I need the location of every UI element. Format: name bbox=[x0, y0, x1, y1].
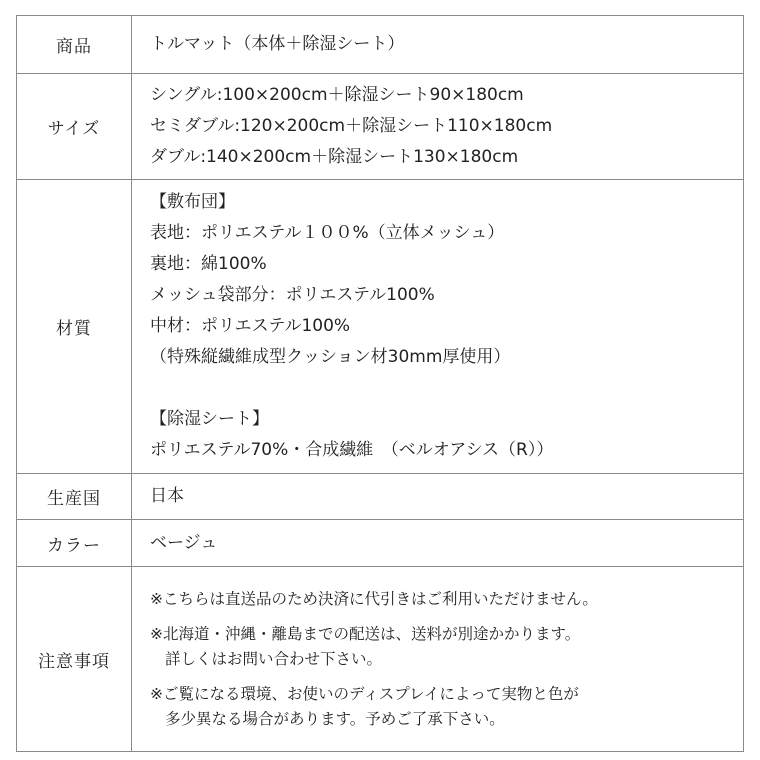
material-mattress-heading: 【敷布団】 bbox=[150, 192, 235, 212]
material-sheet-composition: ポリエステル70%・合成繊維 （ベルオアシス（R）） bbox=[150, 440, 554, 460]
row-product bbox=[17, 16, 744, 74]
note-color-display: ※ご覧になる環境、お使いのディスプレイによって実物と色が bbox=[150, 684, 579, 703]
label-size: サイズ bbox=[17, 74, 132, 180]
origin-country: 日本 bbox=[150, 486, 184, 506]
size-double: ダブル:140×200cm＋除湿シート130×180cm bbox=[150, 147, 519, 167]
label-product: 商品 bbox=[17, 16, 132, 74]
label-origin: 生産国 bbox=[17, 474, 132, 520]
note-gap bbox=[150, 612, 743, 622]
material-filling: 中材：ポリエステル100% bbox=[150, 316, 351, 336]
note-gap bbox=[150, 672, 743, 682]
note-color-difference: 多少異なる場合があります。予めご了承下さい。 bbox=[165, 709, 505, 728]
material-cushion-note: （特殊縦繊維成型クッション材30mm厚使用） bbox=[150, 347, 511, 367]
note-shipping-contact: 詳しくはお問い合わせ下さい。 bbox=[165, 649, 383, 668]
row-size bbox=[17, 74, 744, 180]
row-notes bbox=[17, 567, 744, 752]
label-material: 材質 bbox=[17, 180, 132, 474]
material-sheet-heading: 【除湿シート】 bbox=[150, 409, 269, 429]
material-surface: 表地：ポリエステル１００%（立体メッシュ） bbox=[150, 223, 505, 243]
product-spec-table bbox=[16, 15, 744, 752]
row-material bbox=[17, 180, 744, 474]
value-origin bbox=[132, 474, 744, 520]
note-payment: ※こちらは直送品のため決済に代引きはご利用いただけません。 bbox=[150, 589, 598, 608]
label-color: カラー bbox=[17, 520, 132, 567]
value-material bbox=[132, 180, 744, 474]
material-back: 裏地：綿100% bbox=[150, 254, 267, 274]
size-single: シングル:100×200cm＋除湿シート90×180cm bbox=[150, 85, 524, 105]
material-spacer bbox=[150, 373, 743, 404]
material-mesh-bag: メッシュ袋部分：ポリエステル100% bbox=[150, 285, 435, 305]
value-color bbox=[132, 520, 744, 567]
note-shipping: ※北海道・沖縄・離島までの配送は、送料が別途かかります。 bbox=[150, 624, 581, 643]
product-name: トルマット（本体＋除湿シート） bbox=[150, 34, 405, 54]
value-size bbox=[132, 74, 744, 180]
label-notes: 注意事項 bbox=[17, 567, 132, 752]
value-notes bbox=[132, 567, 744, 752]
row-color bbox=[17, 520, 744, 567]
row-origin bbox=[17, 474, 744, 520]
value-product bbox=[132, 16, 744, 74]
size-semi-double: セミダブル:120×200cm＋除湿シート110×180cm bbox=[150, 116, 553, 136]
color-name: ベージュ bbox=[150, 532, 218, 553]
